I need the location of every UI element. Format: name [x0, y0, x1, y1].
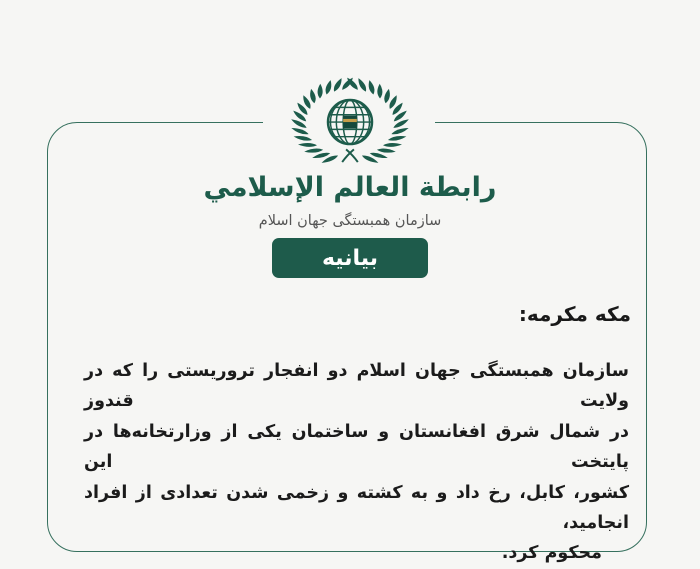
statement-line: سازمان همبستگی جهان اسلام دو انفجار تروریستی را که در ولایت قندوز	[84, 361, 629, 412]
statement-location-heading: مکه مکرمه:	[518, 302, 631, 326]
statement-banner	[272, 238, 428, 278]
mwl-logo	[294, 82, 406, 166]
mwl-persian-name: سازمان همبستگی جهان اسلام	[258, 213, 442, 229]
statement-line: محکوم کرد.	[501, 543, 602, 564]
statement-banner-label: بیانیه	[321, 245, 379, 271]
statement-body	[84, 356, 629, 569]
wreath-stems	[342, 149, 358, 162]
kaaba-icon	[343, 116, 357, 129]
statement-line: کشور، کابل، رخ داد و به کشته و زخمی شدن تعدادی از افراد انجامید،	[84, 482, 629, 534]
mwl-arabic-name: رابطة العالم الإسلامي	[203, 172, 497, 203]
statement-line: در شمال شرق افغانستان و ساختمان یکی از وزارتخانه‌ها در پایتخت این	[84, 421, 629, 473]
globe-icon	[327, 100, 374, 144]
